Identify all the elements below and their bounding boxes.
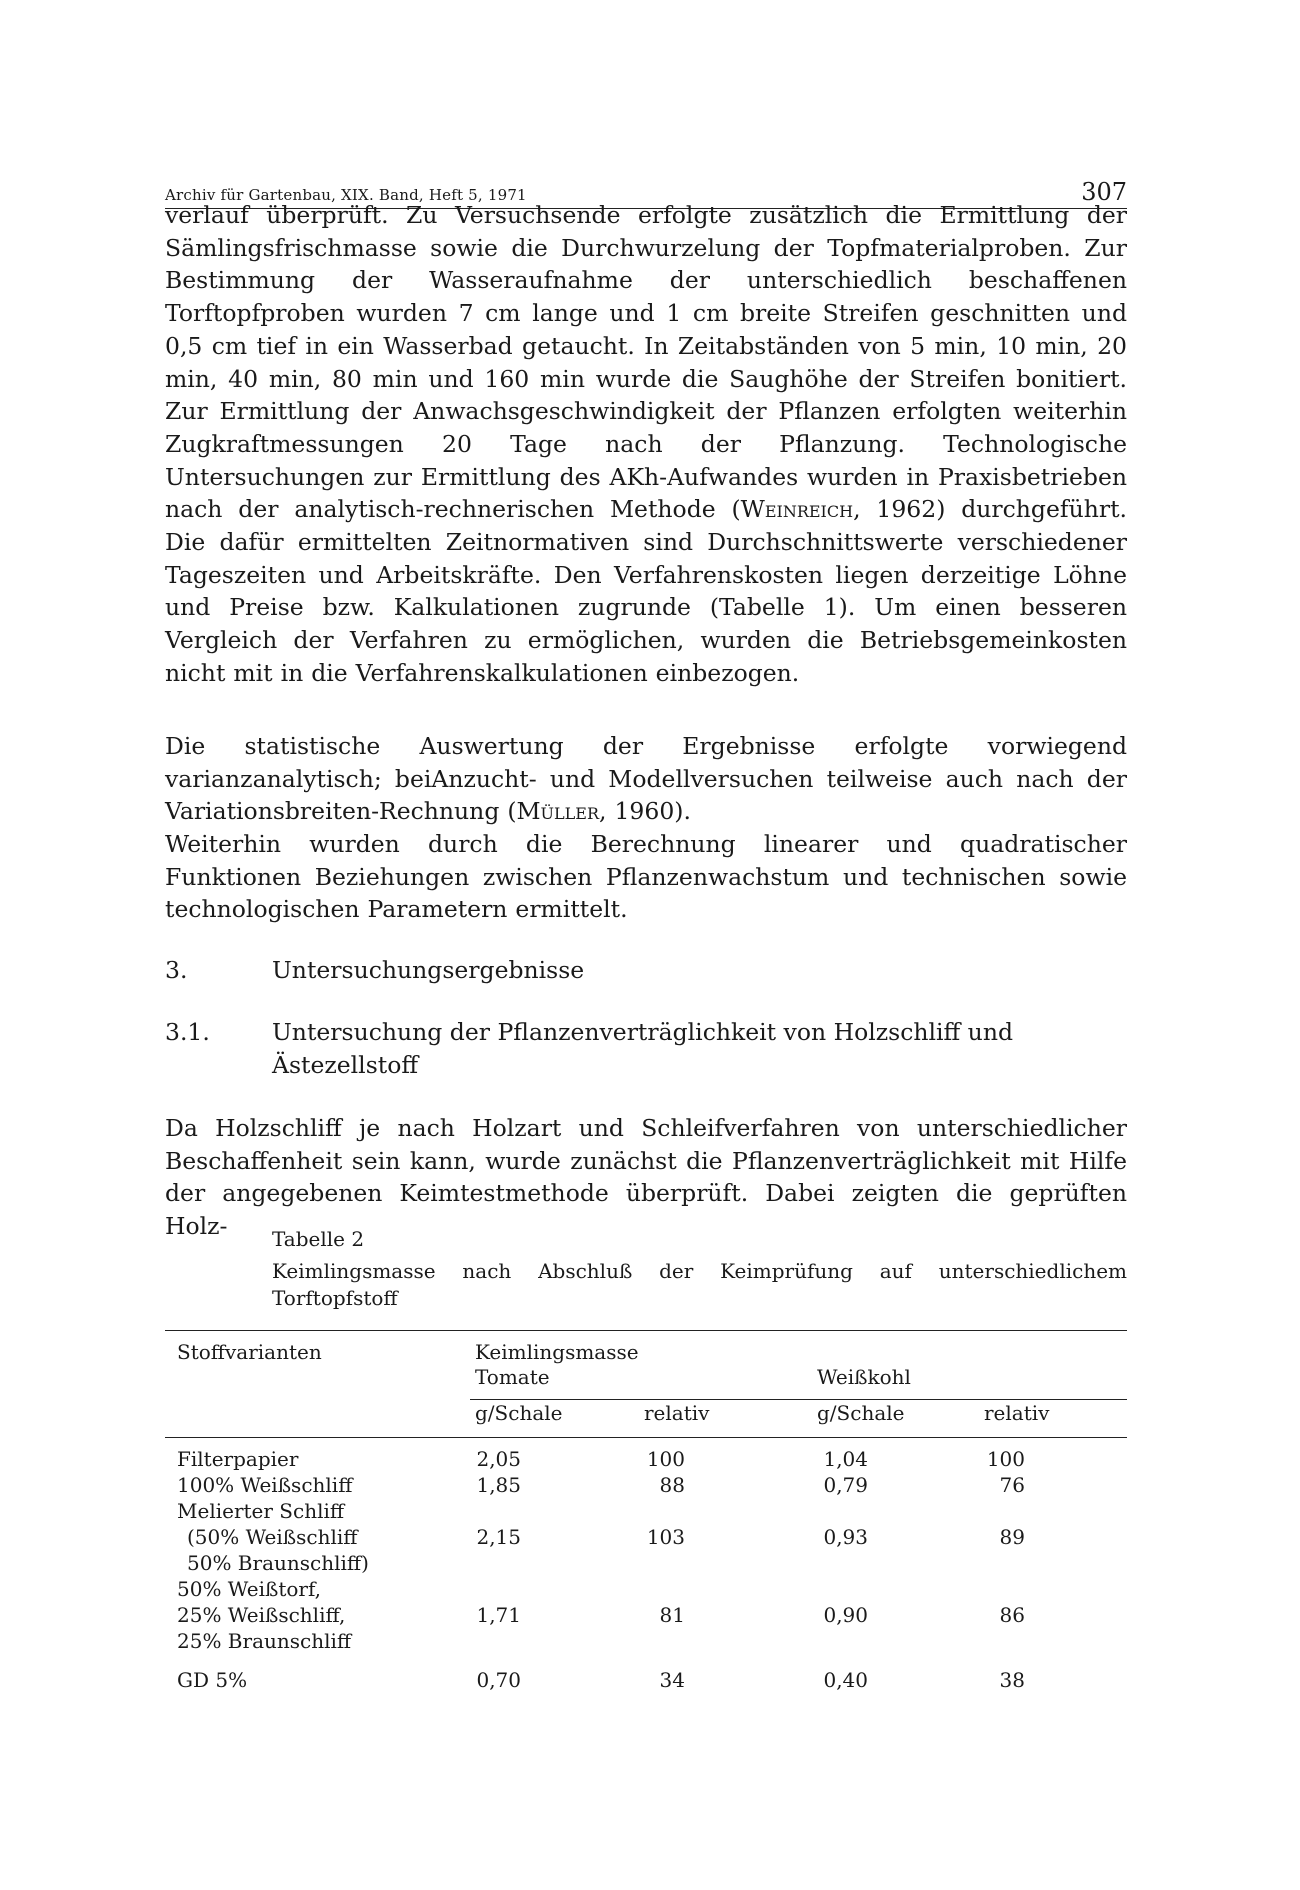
paragraph-statistics: [165, 730, 1127, 828]
row-label: 100% Weißschliff: [177, 1473, 353, 1497]
cell-tomate-relativ: 88: [659, 1473, 685, 1497]
cell-tomate-g: 2,05: [476, 1447, 521, 1471]
cell-weisskohl-g: 0,90: [823, 1603, 868, 1627]
row-label: (50% Weißschliff: [187, 1525, 358, 1549]
paragraph-holzschliff: [165, 1112, 1127, 1243]
paragraph-functions: [165, 828, 1127, 926]
text-segment: verlauf überprüft. Zu Versuchsende erfolgte zusätzlich die Ermittlung der Sämlingsfrischmasse sowie die Durchwurzelung der Topfmaterialproben. Zur Bestimmung der Wasseraufnahme der unterschiedlich beschaffenen Torftopfproben wurden 7 cm lange und 1 cm breite Streifen geschnitten und 0,5 cm tief in ein Wasserbad getaucht. In Zeitabständen von 5 min, 10 min, 20 min, 40 min, 80 min und 160 min wurde die Saughöhe der Streifen bonitiert. Zur Ermittlung der Anwachsgeschwindigkeit der Pflanzen erfolgten weiterhin Zugkraftmessungen 20 Tage nach der Pflanzung. Technologische Untersuchungen zur Ermittlung des AKh-Aufwandes wurden in Praxisbetrieben nach der analytisch-rechnerischen Methode (: [165, 201, 1127, 524]
table-caption: [272, 1226, 1127, 1312]
section-title: Untersuchungsergebnisse: [272, 956, 585, 984]
header-weisskohl-unit: g/Schale: [817, 1401, 905, 1425]
paragraph-methods: [165, 199, 1127, 690]
table-top-rule: [165, 1330, 1127, 1331]
row-label: Filterpapier: [177, 1447, 299, 1471]
row-label: 25% Braunschliff: [177, 1629, 352, 1653]
section-number: 3.: [165, 956, 188, 984]
cell-tomate-relativ: 100: [646, 1447, 685, 1471]
author-citation: Müller: [516, 797, 600, 826]
section-title: Untersuchung der Pflanzenverträglichkeit von Holzschliff und Ästezellstoff: [272, 1018, 1013, 1079]
header-tomate-unit: g/Schale: [475, 1401, 563, 1425]
journal-citation: Archiv für Gartenbau, XIX. Band, Heft 5, 1971: [165, 186, 527, 204]
section-number: 3.1.: [165, 1018, 210, 1046]
text-segment: , 1960).: [599, 797, 691, 826]
page-number: 307: [1081, 178, 1127, 206]
cell-tomate-relativ: 103: [646, 1525, 685, 1549]
header-keimlingsmasse: Keimlingsmasse: [475, 1340, 639, 1364]
cell-tomate-relativ: 34: [659, 1668, 685, 1692]
row-label: 50% Weißtorf,: [177, 1577, 322, 1601]
cell-tomate-g: 2,15: [476, 1525, 521, 1549]
cell-tomate-g: 1,85: [476, 1473, 521, 1497]
row-label: 50% Braunschliff): [187, 1551, 369, 1575]
header-tomate-relativ: relativ: [644, 1401, 710, 1425]
table-label: Tabelle 2: [272, 1227, 365, 1251]
cell-weisskohl-g: 0,93: [823, 1525, 868, 1549]
row-label: 25% Weißschliff,: [177, 1603, 346, 1627]
row-label: Melierter Schliff: [177, 1499, 345, 1523]
cell-weisskohl-g: 0,79: [823, 1473, 868, 1497]
cell-weisskohl-relativ: 76: [999, 1473, 1025, 1497]
cell-tomate-g: 1,71: [476, 1603, 521, 1627]
text-segment: Da Holzschliff je nach Holzart und Schleifverfahren von unterschiedlicher Beschaffenheit sein kann, wurde zunächst die Pflanzenverträglichkeit mit Hilfe der angegebenen Keimtestmethode überprüft. Dabei zeigten die geprüften Holz-: [165, 1114, 1127, 1241]
text-segment: Weiterhin wurden durch die Berechnung linearer und quadratischer Funktionen Beziehungen zwischen Pflanzenwachstum und technischen sowie technologischen Parametern ermittelt.: [165, 830, 1127, 924]
table-title: Keimlingsmasse nach Abschluß der Keimprüfung auf unterschiedlichem Torftopfstoff: [272, 1259, 1127, 1310]
cell-weisskohl-g: 0,40: [823, 1668, 868, 1692]
text-segment: , 1962) durchgeführt. Die dafür ermittelten Zeitnormativen sind Durchschnittswerte verschiedener Tageszeiten und Arbeitskräfte. Den Verfahrenskosten liegen derzeitige Löhne und Preise bzw. Kalkulationen zugrunde (Tabelle 1). Um einen besseren Vergleich der Verfahren zu ermöglichen, wurden die Betriebsgemeinkosten nicht mit in die Verfahrenskalkulationen einbezogen.: [165, 495, 1127, 687]
cell-tomate-relativ: 81: [659, 1603, 685, 1627]
header-tomate: Tomate: [475, 1365, 550, 1389]
header-stub: Stoffvarianten: [177, 1340, 322, 1364]
header-weisskohl-relativ: relativ: [984, 1401, 1050, 1425]
cell-weisskohl-g: 1,04: [823, 1447, 868, 1471]
cell-weisskohl-relativ: 89: [999, 1525, 1025, 1549]
cell-weisskohl-relativ: 38: [999, 1668, 1025, 1692]
cell-tomate-g: 0,70: [476, 1668, 521, 1692]
text-segment: Die statistische Auswertung der Ergebnisse erfolgte vorwiegend varianzanalytisch; beiAnzucht- und Modellversuchen teilweise auch nach der Variationsbreiten-Rechnung (: [165, 732, 1127, 826]
header-weisskohl: Weißkohl: [817, 1365, 911, 1389]
cell-weisskohl-relativ: 100: [986, 1447, 1025, 1471]
author-citation: Weinreich: [740, 495, 854, 524]
table-header-rule: [165, 1437, 1127, 1438]
cell-weisskohl-relativ: 86: [999, 1603, 1025, 1627]
row-label: GD 5%: [177, 1668, 248, 1692]
